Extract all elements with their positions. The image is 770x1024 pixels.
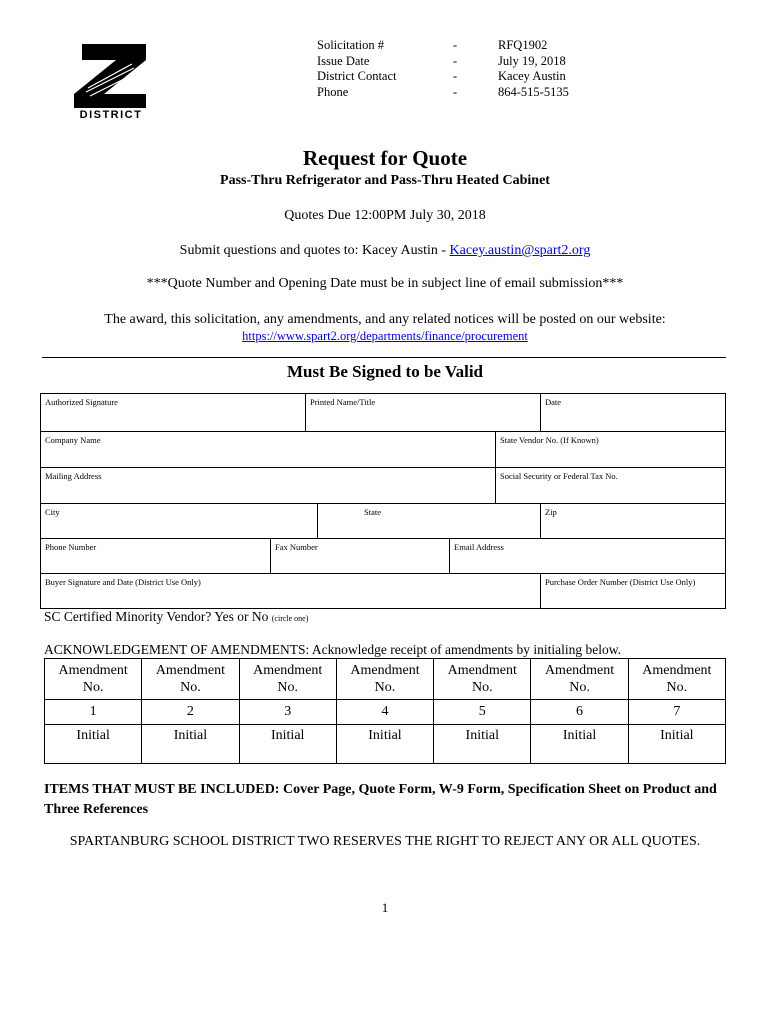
amendment-number: 2 xyxy=(142,700,239,725)
amendment-number: 7 xyxy=(628,700,725,725)
po-number-field[interactable]: Purchase Order Number (District Use Only) xyxy=(540,574,725,608)
initial-field[interactable]: Initial xyxy=(142,725,239,764)
acknowledgement-text: ACKNOWLEDGEMENT OF AMENDMENTS: Acknowledge receipt of amendments by initialing below. xyxy=(44,642,622,657)
tax-number-field[interactable]: Social Security or Federal Tax No. xyxy=(495,468,725,503)
authorized-signature-field[interactable]: Authorized Signature xyxy=(45,397,118,407)
form-row xyxy=(41,394,725,432)
dash: - xyxy=(453,53,458,68)
amendment-number: 6 xyxy=(531,700,628,725)
state-vendor-field[interactable]: State Vendor No. (If Known) xyxy=(495,432,725,467)
solicitation-label: Solicitation # xyxy=(317,38,385,52)
award-url-line xyxy=(0,329,770,344)
solicitation-value: RFQ1902 xyxy=(498,38,548,52)
amendment-header: Amendment No. xyxy=(45,659,142,700)
contact-email-link[interactable]: Kacey.austin@spart2.org xyxy=(449,243,591,258)
award-text: The award, this solicitation, any amendments, and any related notices will be posted on our website: xyxy=(104,312,666,327)
reserve-right-notice: SPARTANBURG SCHOOL DISTRICT TWO RESERVES THE RIGHT TO REJECT ANY OR ALL QUOTES. xyxy=(69,834,701,849)
page-number: 1 xyxy=(381,900,389,915)
divider xyxy=(42,357,726,358)
initial-field[interactable]: Initial xyxy=(531,725,628,764)
amendment-header: Amendment No. xyxy=(531,659,628,700)
district-contact-value: Kacey Austin xyxy=(498,69,566,83)
dash: - xyxy=(453,69,458,83)
email-address-field[interactable]: Email Address xyxy=(449,539,725,573)
amendment-header: Amendment No. xyxy=(239,659,336,700)
amendment-number: 1 xyxy=(45,700,142,725)
phone-number-field[interactable]: Phone Number xyxy=(45,542,97,552)
district-contact-label: District Contact xyxy=(317,69,397,83)
procurement-website-link[interactable]: https://www.spart2.org/departments/finance/procurement xyxy=(242,329,528,343)
issue-date-value: July 19, 2018 xyxy=(498,53,566,68)
minority-text: SC Certified Minority Vendor? Yes or No xyxy=(44,609,269,624)
minority-vendor-question xyxy=(44,609,308,625)
form-row xyxy=(41,539,725,574)
date-field[interactable]: Date xyxy=(540,394,725,431)
amendments-table xyxy=(44,658,726,764)
must-sign-heading: Must Be Signed to be Valid xyxy=(286,362,483,381)
company-name-field[interactable]: Company Name xyxy=(45,435,101,445)
quotes-due: Quotes Due 12:00PM July 30, 2018 xyxy=(284,208,486,223)
initial-field[interactable]: Initial xyxy=(434,725,531,764)
logo-district-text: DISTRICT xyxy=(79,109,143,120)
header-labels xyxy=(317,38,397,100)
amendment-number: 5 xyxy=(434,700,531,725)
amendment-header: Amendment No. xyxy=(434,659,531,700)
form-row xyxy=(41,468,725,504)
amendment-header: Amendment No. xyxy=(142,659,239,700)
mailing-address-field[interactable]: Mailing Address xyxy=(45,471,102,481)
vendor-info-form xyxy=(40,393,726,609)
city-field[interactable]: City xyxy=(45,507,60,517)
header-values xyxy=(498,38,569,100)
submit-prefix: Submit questions and quotes to: Kacey Austin - xyxy=(179,243,447,258)
dash: - xyxy=(453,38,458,52)
subject-line-note: ***Quote Number and Opening Date must be in subject line of email submission*** xyxy=(146,276,624,291)
form-row xyxy=(41,574,725,608)
state-field[interactable]: State xyxy=(317,504,540,538)
initial-field[interactable]: Initial xyxy=(239,725,336,764)
header-dashes xyxy=(453,38,457,100)
amendment-header: Amendment No. xyxy=(336,659,433,700)
submit-line xyxy=(0,243,770,259)
initial-field[interactable]: Initial xyxy=(628,725,725,764)
page-title: Request for Quote xyxy=(302,146,468,170)
form-row xyxy=(41,504,725,539)
fax-number-field[interactable]: Fax Number xyxy=(270,539,449,573)
circle-one-note: (circle one) xyxy=(271,614,309,623)
phone-value: 864-515-5135 xyxy=(498,84,569,99)
initial-field[interactable]: Initial xyxy=(336,725,433,764)
district-z-logo-icon xyxy=(68,42,154,120)
amendment-number: 3 xyxy=(239,700,336,725)
buyer-signature-field[interactable]: Buyer Signature and Date (District Use Only) xyxy=(45,577,201,587)
issue-date-label: Issue Date xyxy=(317,53,370,68)
dash: - xyxy=(453,84,458,99)
items-required: ITEMS THAT MUST BE INCLUDED: Cover Page, Quote Form, W-9 Form, Specification Sheet on Product and Three References xyxy=(44,782,717,817)
page-subtitle: Pass-Thru Refrigerator and Pass-Thru Heated Cabinet xyxy=(220,173,550,188)
zip-field[interactable]: Zip xyxy=(540,504,725,538)
amendment-number: 4 xyxy=(336,700,433,725)
amendment-header: Amendment No. xyxy=(628,659,725,700)
printed-name-field[interactable]: Printed Name/Title xyxy=(305,394,540,431)
form-row xyxy=(41,432,725,468)
phone-label: Phone xyxy=(317,84,349,99)
initial-field[interactable]: Initial xyxy=(45,725,142,764)
district-logo xyxy=(68,42,154,120)
